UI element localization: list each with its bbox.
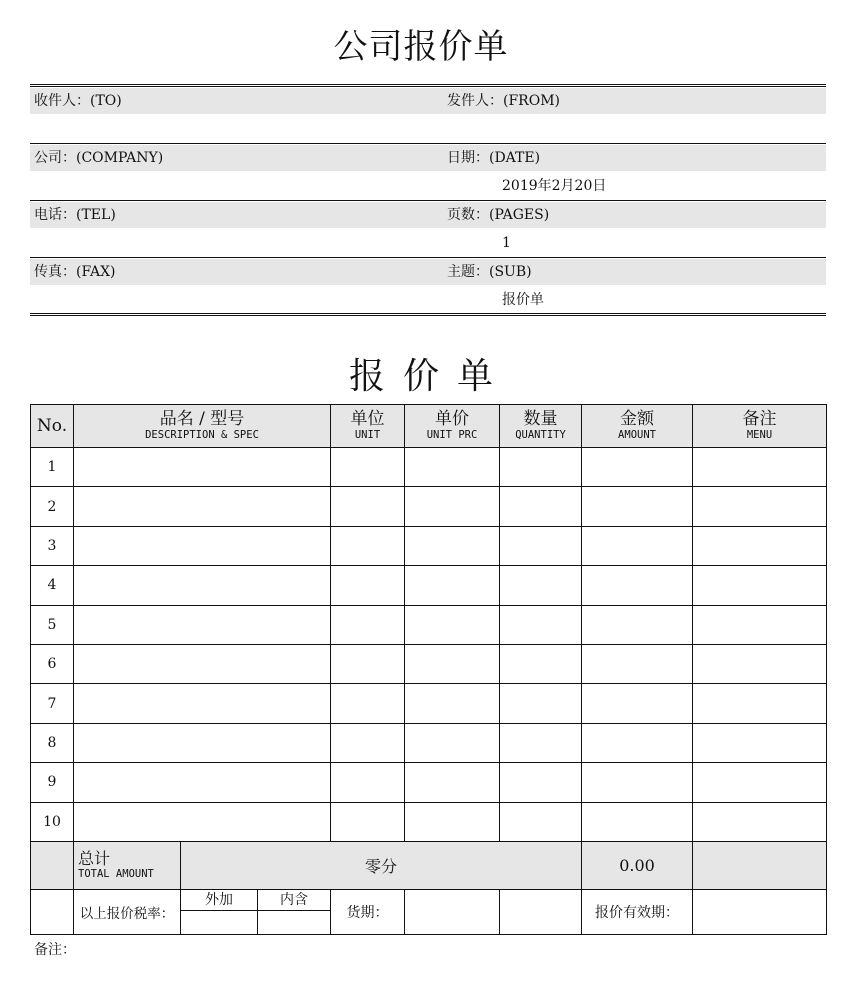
header-rule-3: [30, 257, 826, 258]
row-number: 6: [31, 644, 74, 683]
unit-price-cell[interactable]: [405, 763, 500, 802]
unit-cell[interactable]: [331, 644, 405, 683]
quantity-cell[interactable]: [500, 487, 582, 526]
table-row: [31, 448, 827, 487]
company-label: 公司：(COMPANY): [34, 150, 164, 166]
total-row: [31, 841, 827, 889]
total-memo-cell: [693, 841, 827, 889]
quantity-cell[interactable]: [500, 802, 582, 841]
memo-cell[interactable]: [693, 723, 827, 762]
quantity-cell[interactable]: [500, 644, 582, 683]
col-description-header: 品名 / 型号 DESCRIPTION & SPEC: [74, 405, 331, 448]
unit-cell[interactable]: [331, 448, 405, 487]
row-number: 10: [31, 802, 74, 841]
document-title: 公司报价单: [333, 27, 509, 67]
description-cell[interactable]: [74, 605, 331, 644]
quantity-cell[interactable]: [500, 526, 582, 565]
amount-cell[interactable]: [582, 802, 693, 841]
table-row: [31, 526, 827, 565]
amount-cell[interactable]: [582, 487, 693, 526]
unit-cell[interactable]: [331, 526, 405, 565]
amount-cell[interactable]: [582, 526, 693, 565]
delivery-label: 货期：: [331, 889, 405, 934]
pages-value: 1: [502, 235, 511, 251]
header-rule-1: [30, 143, 826, 144]
description-cell[interactable]: [74, 526, 331, 565]
col-no-header: No.: [31, 405, 74, 448]
col-unit-header: 单位 UNIT: [331, 405, 405, 448]
unit-price-cell[interactable]: [405, 448, 500, 487]
unit-price-cell[interactable]: [405, 487, 500, 526]
amount-cell[interactable]: [582, 566, 693, 605]
row-number: 7: [31, 684, 74, 723]
sub-label: 主题：(SUB): [447, 264, 532, 280]
unit-price-cell[interactable]: [405, 644, 500, 683]
amount-cell[interactable]: [582, 684, 693, 723]
unit-price-cell[interactable]: [405, 605, 500, 644]
memo-cell[interactable]: [693, 448, 827, 487]
unit-cell[interactable]: [331, 723, 405, 762]
tax-rate-label: 以上报价税率：: [74, 889, 181, 934]
quantity-cell[interactable]: [500, 763, 582, 802]
validity-label: 报价有效期：: [582, 889, 693, 934]
tax-extra-label: 外加: [181, 890, 257, 911]
total-amount-words: 零分: [181, 841, 582, 889]
tel-label: 电话：(TEL): [34, 207, 116, 223]
total-blank-cell: [31, 841, 74, 889]
unit-price-cell[interactable]: [405, 802, 500, 841]
table-header-row: [31, 405, 827, 448]
validity-value[interactable]: [693, 889, 827, 934]
unit-cell[interactable]: [331, 566, 405, 605]
row-number: 2: [31, 487, 74, 526]
sub-value: 报价单: [502, 292, 544, 308]
unit-cell[interactable]: [331, 802, 405, 841]
pages-label: 页数：(PAGES): [447, 207, 550, 223]
description-cell[interactable]: [74, 448, 331, 487]
table-row: [31, 487, 827, 526]
unit-price-cell[interactable]: [405, 723, 500, 762]
amount-cell[interactable]: [582, 723, 693, 762]
quantity-cell[interactable]: [500, 723, 582, 762]
memo-cell[interactable]: [693, 487, 827, 526]
row-number: 1: [31, 448, 74, 487]
remark-label: 备注：: [34, 942, 76, 958]
tax-extra-value[interactable]: [181, 911, 257, 934]
table-title: 报价单: [348, 356, 511, 397]
col-quantity-header: 数量 QUANTITY: [500, 405, 582, 448]
unit-cell[interactable]: [331, 684, 405, 723]
memo-cell[interactable]: [693, 526, 827, 565]
tax-row: [31, 889, 827, 934]
to-label: 收件人：(TO): [34, 93, 122, 109]
from-label: 发件人：(FROM): [447, 93, 560, 109]
tax-included-value[interactable]: [258, 911, 330, 934]
table-row: [31, 802, 827, 841]
memo-cell[interactable]: [693, 605, 827, 644]
tax-options-cell: [181, 889, 331, 934]
quantity-cell[interactable]: [500, 684, 582, 723]
col-unit-price-header: 单价 UNIT PRC: [405, 405, 500, 448]
row-number: 9: [31, 763, 74, 802]
description-cell[interactable]: [74, 723, 331, 762]
table-row: [31, 605, 827, 644]
unit-price-cell[interactable]: [405, 684, 500, 723]
memo-cell[interactable]: [693, 684, 827, 723]
fax-label: 传真：(FAX): [34, 264, 116, 280]
col-memo-header: 备注 MENU: [693, 405, 827, 448]
quantity-cell[interactable]: [500, 566, 582, 605]
delivery-extra-cell[interactable]: [500, 889, 582, 934]
description-cell[interactable]: [74, 684, 331, 723]
description-cell[interactable]: [74, 802, 331, 841]
total-label: 总计 TOTAL AMOUNT: [74, 841, 181, 889]
unit-cell[interactable]: [331, 605, 405, 644]
quantity-cell[interactable]: [500, 605, 582, 644]
header-top-double-rule: [30, 84, 826, 87]
description-cell[interactable]: [74, 566, 331, 605]
memo-cell[interactable]: [693, 802, 827, 841]
header-band-4: [30, 259, 826, 285]
amount-cell[interactable]: [582, 644, 693, 683]
description-cell[interactable]: [74, 763, 331, 802]
header-band-3: [30, 202, 826, 228]
date-label: 日期：(DATE): [447, 150, 541, 166]
delivery-value[interactable]: [405, 889, 500, 934]
amount-cell[interactable]: [582, 448, 693, 487]
memo-cell[interactable]: [693, 763, 827, 802]
amount-cell[interactable]: [582, 763, 693, 802]
row-number: 3: [31, 526, 74, 565]
quote-table: [30, 404, 827, 935]
quantity-cell[interactable]: [500, 448, 582, 487]
table-row: [31, 723, 827, 762]
header-band-1: [30, 88, 826, 114]
row-number: 8: [31, 723, 74, 762]
unit-cell[interactable]: [331, 763, 405, 802]
amount-cell[interactable]: [582, 605, 693, 644]
memo-cell[interactable]: [693, 644, 827, 683]
col-amount-header: 金额 AMOUNT: [582, 405, 693, 448]
tax-included-label: 内含: [258, 890, 330, 911]
table-row: [31, 566, 827, 605]
total-amount-value: 0.00: [582, 841, 693, 889]
table-row: [31, 684, 827, 723]
unit-price-cell[interactable]: [405, 566, 500, 605]
memo-cell[interactable]: [693, 566, 827, 605]
row-number: 5: [31, 605, 74, 644]
table-row: [31, 763, 827, 802]
tax-blank-cell: [31, 889, 74, 934]
date-value: 2019年2月20日: [502, 178, 607, 194]
unit-price-cell[interactable]: [405, 526, 500, 565]
description-cell[interactable]: [74, 644, 331, 683]
table-row: [31, 644, 827, 683]
description-cell[interactable]: [74, 487, 331, 526]
header-rule-2: [30, 200, 826, 201]
unit-cell[interactable]: [331, 487, 405, 526]
row-number: 4: [31, 566, 74, 605]
header-bottom-double-rule: [30, 313, 826, 316]
